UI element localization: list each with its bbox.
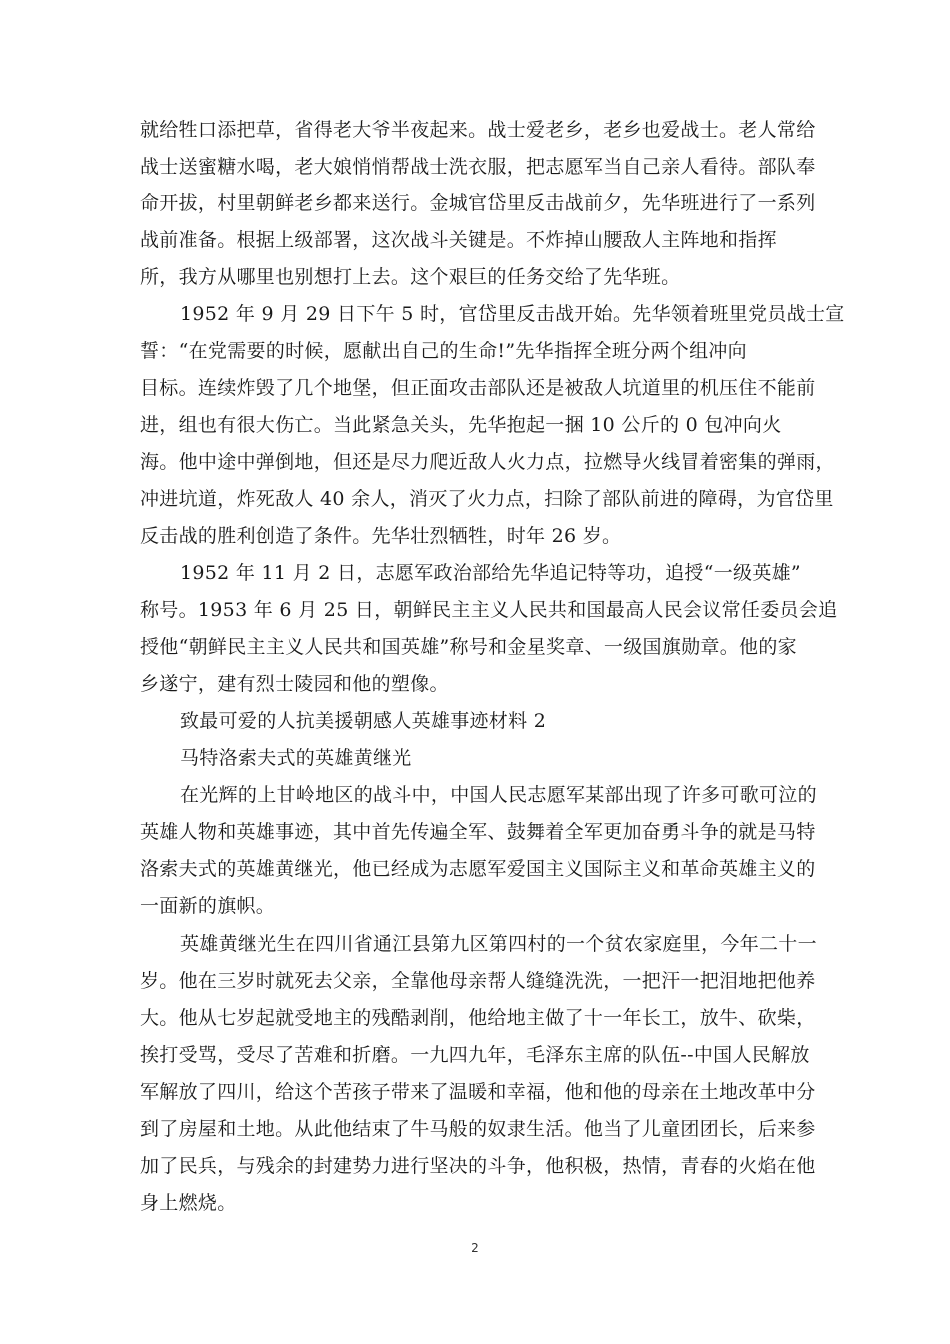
text-line: 授他“朝鲜民主主义人民共和国英雄”称号和金星奖章、一级国旗勋章。他的家 (140, 636, 797, 658)
text-line: 1952 年 9 月 29 日下午 5 时，官岱里反击战开始。先华领着班里党员战士宣 (180, 303, 845, 325)
text-line: 誓：“在党需要的时候，愿献出自己的生命!”先华指挥全班分两个组冲向 (140, 340, 747, 362)
text-line: 洛索夫式的英雄黄继光，他已经成为志愿军爱国主义国际主义和革命英雄主义的 (140, 858, 816, 880)
text-line: 反击战的胜利创造了条件。先华壮烈牺牲，时年 26 岁。 (140, 525, 622, 547)
text-line: 所，我方从哪里也别想打上去。这个艰巨的任务交给了先华班。 (140, 266, 681, 288)
text-line: 称号。1953 年 6 月 25 日，朝鲜民主主义人民共和国最高人民会议常任委员会追 (140, 599, 838, 621)
text-line: 英雄黄继光生在四川省通江县第九区第四村的一个贫农家庭里，今年二十一 (180, 933, 817, 955)
text-line: 身上燃烧。 (140, 1192, 237, 1214)
text-line: 战前准备。根据上级部署，这次战斗关键是。不炸掉山腰敌人主阵地和指挥 (140, 229, 777, 251)
text-line: 军解放了四川，给这个苦孩子带来了温暖和幸福，他和他的母亲在土地改革中分 (140, 1081, 816, 1103)
text-line: 乡遂宁，建有烈士陵园和他的塑像。 (140, 673, 449, 695)
text-line: 到了房屋和土地。从此他结束了牛马般的奴隶生活。他当了儿童团团长，后来参 (140, 1118, 816, 1140)
text-line: 英雄人物和英雄事迹，其中首先传遍全军、鼓舞着全军更加奋勇斗争的就是马特 (140, 821, 816, 843)
text-line: 大。他从七岁起就受地主的残酷剥削，他给地主做了十一年长工，放牛、砍柴， (140, 1007, 816, 1029)
text-line: 一面新的旗帜。 (140, 895, 276, 917)
section-heading: 致最可爱的人抗美援朝感人英雄事迹材料 2 (180, 710, 547, 732)
page-number: 2 (471, 1241, 479, 1255)
text-line: 目标。连续炸毁了几个地堡，但正面攻击部队还是被敌人坑道里的机压住不能前 (140, 377, 816, 399)
section-subheading: 马特洛索夫式的英雄黄继光 (180, 747, 412, 769)
text-line: 岁。他在三岁时就死去父亲，全靠他母亲帮人缝缝洗洗，一把汗一把泪地把他养 (140, 970, 816, 992)
text-line: 就给牲口添把草，省得老大爷半夜起来。战士爱老乡，老乡也爱战士。老人常给 (140, 119, 816, 141)
text-line: 进，组也有很大伤亡。当此紧急关头，先华抱起一捆 10 公斤的 0 包冲向火 (140, 414, 782, 436)
text-line: 冲进坑道，炸死敌人 40 余人，消灭了火力点，扫除了部队前进的障碍，为官岱里 (140, 488, 834, 510)
text-line: 战士送蜜糖水喝，老大娘悄悄帮战士洗衣服，把志愿军当自己亲人看待。部队奉 (140, 156, 816, 178)
text-line: 1952 年 11 月 2 日，志愿军政治部给先华追记特等功，追授“一级英雄” (180, 562, 801, 584)
text-line: 在光辉的上甘岭地区的战斗中，中国人民志愿军某部出现了许多可歌可泣的 (180, 784, 817, 806)
text-line: 海。他中途中弹倒地，但还是尽力爬近敌人火力点，拉燃导火线冒着密集的弹雨， (140, 451, 835, 473)
text-line: 加了民兵，与残余的封建势力进行坚决的斗争，他积极，热情，青春的火焰在他 (140, 1155, 816, 1177)
text-line: 挨打受骂，受尽了苦难和折磨。一九四九年，毛泽东主席的队伍--中国人民解放 (140, 1044, 810, 1066)
text-line: 命开拔，村里朝鲜老乡都来送行。金城官岱里反击战前夕，先华班进行了一系列 (140, 192, 816, 214)
